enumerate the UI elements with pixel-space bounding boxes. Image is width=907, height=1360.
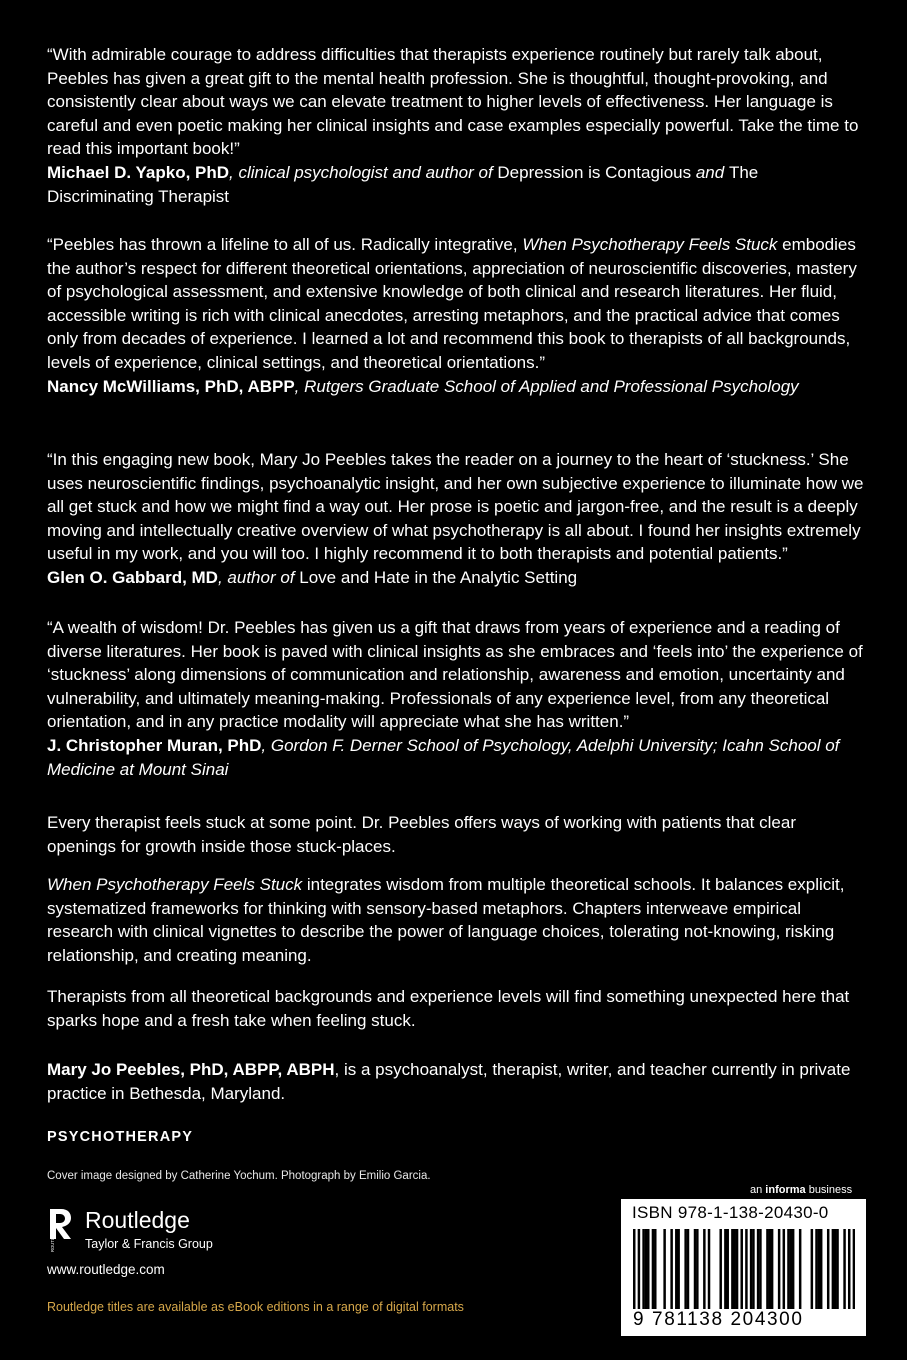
barcode-bar <box>818 1229 820 1309</box>
barcode-bar <box>848 1229 850 1309</box>
barcode-bar <box>694 1229 696 1309</box>
barcode-bar <box>745 1229 747 1309</box>
barcode-bar <box>799 1229 801 1309</box>
barcode-bar <box>687 1229 689 1309</box>
barcode-bar <box>663 1229 665 1309</box>
reviewer-name: Nancy McWilliams, PhD, ABPP <box>47 376 295 396</box>
barcode-bar <box>757 1229 759 1309</box>
author-bio: Mary Jo Peebles, PhD, ABPP, ABPH, is a psychoanalyst, therapist, writer, and teacher currently in private practice in Bethesda, Maryland. <box>47 1060 851 1103</box>
barcode-bar <box>670 1229 672 1309</box>
publisher-website: www.routledge.com <box>47 1262 165 1277</box>
barcode-bar <box>820 1229 822 1309</box>
book-title: Depression is Contagious <box>497 162 692 182</box>
book-title: When Psychotherapy Feels Stuck <box>47 875 303 894</box>
barcode-bars <box>633 1229 855 1311</box>
review-attribution: Michael D. Yapko, PhD, clinical psychologist and author of Depression is Contagious and The Discriminating Therapist <box>47 162 759 206</box>
barcode-bar <box>769 1229 771 1309</box>
barcode-bar <box>740 1229 742 1309</box>
barcode-bar <box>736 1229 738 1309</box>
review-quote: “With admirable courage to address difficulties that therapists experience routinely but rarely talk about, Peebles has given a great gift to the mental health profession. She is thoughtful, thought-provoking, and consistently clear about ways we can elevate treatment to higher levels of effectiveness. Her language is careful and even poetic making her clinical insights and case examples especially powerful. Take the time to read this important book!” <box>47 45 859 159</box>
barcode-bar <box>733 1229 735 1309</box>
isbn-label: ISBN 978-1-138-20430-0 <box>632 1203 829 1222</box>
routledge-logo-icon <box>47 1207 73 1253</box>
barcode-bar <box>719 1229 721 1309</box>
barcode-bar <box>708 1229 710 1309</box>
barcode-bar <box>832 1229 834 1309</box>
barcode-bar <box>642 1229 644 1309</box>
isbn-barcode <box>621 1199 866 1336</box>
review-gabbard <box>47 448 867 590</box>
barcode-bar <box>771 1229 773 1309</box>
barcode-bar <box>815 1229 817 1309</box>
review-quote: “A wealth of wisdom! Dr. Peebles has given us a gift that draws from years of experience and a reading of diverse literatures. Her book is paved with clinical insights as she embraces and ‘feels into’ the experience of ‘stuckness’ along dimensions of communication and relationship, awareness and emotion, uncertainty and vulnerability, and ultimately meaning-making. Professionals of any experience level, from any theoretical orientation, and in any practice modality will appreciate what she has written.” <box>47 618 863 732</box>
barcode-bar <box>652 1229 654 1309</box>
publisher-group: Taylor & Francis Group <box>85 1237 213 1251</box>
barcode-bar <box>787 1229 789 1309</box>
barcode-bar <box>696 1229 698 1309</box>
subject-category: PSYCHOTHERAPY <box>47 1129 194 1145</box>
barcode-bar <box>827 1229 829 1309</box>
review-yapko <box>47 43 867 208</box>
barcode-bar <box>790 1229 792 1309</box>
author-name: Mary Jo Peebles, PhD, ABPP, ABPH <box>47 1060 335 1079</box>
barcode-bar <box>752 1229 754 1309</box>
blurb-paragraph-3: Therapists from all theoretical backgrounds and experience levels will find something unexpected here that sparks hope and a fresh take when feeling stuck. <box>47 987 850 1030</box>
barcode-bar <box>783 1229 785 1309</box>
blurb-paragraph-1: Every therapist feels stuck at some point. Dr. Peebles offers ways of working with patients that clear openings for growth inside those stuck-places. <box>47 813 796 856</box>
review-mcwilliams <box>47 233 867 398</box>
barcode-bar <box>792 1229 794 1309</box>
barcode-bar <box>724 1229 726 1309</box>
barcode-bar <box>853 1229 855 1309</box>
barcode-bar <box>778 1229 780 1309</box>
review-attribution: Nancy McWilliams, PhD, ABPP, Rutgers Graduate School of Applied and Professional Psychology <box>47 376 799 396</box>
barcode-bar <box>654 1229 656 1309</box>
barcode-bar <box>684 1229 686 1309</box>
barcode-bar <box>675 1229 677 1309</box>
book-title: The Discriminating Therapist <box>47 162 759 206</box>
barcode-bar <box>766 1229 768 1309</box>
barcode-bar <box>834 1229 836 1309</box>
barcode-bar <box>726 1229 728 1309</box>
review-quote: “Peebles has thrown a lifeline to all of us. Radically integrative, When Psychotherapy Feels Stuck embodies the author’s respect for different theoretical orientations, appreciation of neuroscientific discoveries, mastery of psychological assessment, and extensive knowledge of both clinical and research literatures. Her fluid, accessible writing is rich with clinical anecdotes, arresting metaphors, and the practical advice that comes only from decades of experience. I learned a lot and recommend this book to therapists of all backgrounds, levels of experience, clinical settings, and theoretical orientations.” <box>47 235 857 372</box>
barcode-bar <box>647 1229 649 1309</box>
barcode-bar <box>811 1229 813 1309</box>
review-attribution: Glen O. Gabbard, MD, author of Love and Hate in the Analytic Setting <box>47 567 578 587</box>
reviewer-name: Glen O. Gabbard, MD <box>47 567 218 587</box>
barcode-bar <box>703 1229 705 1309</box>
blurb-paragraph-2: When Psychotherapy Feels Stuck integrates wisdom from multiple theoretical schools. It balances explicit, systematized frameworks for thinking with sensory-based metaphors. Chapters interweave empirical research with clinical vignettes to describe the power of language choices, tolerating not-knowing, risking relationship, and creating meaning. <box>47 875 845 965</box>
logo-vertical-text: ROUTLEDGE <box>50 1225 55 1252</box>
barcode-bar <box>638 1229 640 1309</box>
barcode-bar <box>645 1229 647 1309</box>
barcode-bar <box>759 1229 761 1309</box>
barcode-number: 9 781138 204300 <box>633 1309 804 1330</box>
review-attribution: J. Christopher Muran, PhD, Gordon F. Derner School of Psychology, Adelphi University; Icahn School of Medicine at Mount Sinai <box>47 735 840 779</box>
ebook-note: Routledge titles are available as eBook editions in a range of digital formats <box>47 1300 464 1314</box>
reviewer-name: Michael D. Yapko, PhD <box>47 162 230 182</box>
barcode-bar <box>633 1229 635 1309</box>
barcode-bar <box>843 1229 845 1309</box>
book-title: Love and Hate in the Analytic Setting <box>299 567 578 587</box>
cover-credit: Cover image designed by Catherine Yochum. Photograph by Emilio Garcia. <box>47 1170 431 1182</box>
barcode-bar <box>836 1229 838 1309</box>
informa-tagline: an informa business <box>750 1184 853 1196</box>
barcode-bar <box>750 1229 752 1309</box>
barcode-bar <box>677 1229 679 1309</box>
reviewer-name: J. Christopher Muran, PhD <box>47 735 262 755</box>
barcode-bar <box>731 1229 733 1309</box>
review-quote: “In this engaging new book, Mary Jo Peebles takes the reader on a journey to the heart of ‘stuckness.’ She uses neuroscientific findings, psychoanalytic insight, and her own subjective experience to illuminate how we all get stuck and how we might find a way out. Her prose is poetic and jargon-free, and the result is a deeply moving and intellectually creative overview of what psychotherapy is all about. I found her insights extremely useful in my work, and you will too. I highly recommend it to both therapists and potential patients.” <box>47 450 864 564</box>
publisher-name: Routledge <box>85 1207 190 1233</box>
review-muran <box>47 616 867 781</box>
